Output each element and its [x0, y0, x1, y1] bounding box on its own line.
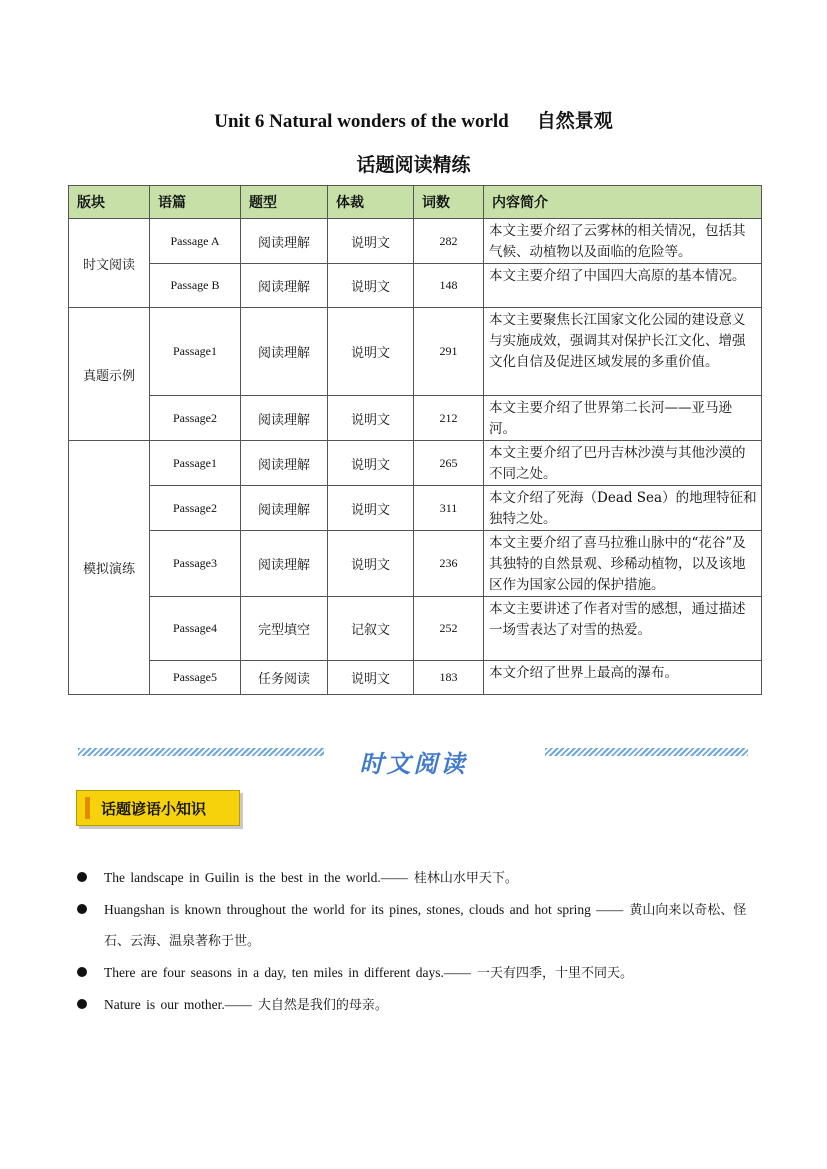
bullet-icon: [77, 872, 87, 882]
bullet-icon: [77, 967, 87, 977]
proverb-english: Huangshan is known throughout the world for its pines, stones, clouds and hot spring ——: [104, 902, 624, 917]
question-type-cell: 任务阅读: [241, 661, 328, 695]
question-type-cell: 阅读理解: [241, 219, 328, 264]
word-count-cell: 291: [414, 308, 484, 396]
table-row: [69, 531, 762, 597]
title-english: Unit 6 Natural wonders of the world: [214, 111, 509, 132]
summary-cell: 本文主要讲述了作者对雪的感想，通过描述一场雪表达了对雪的热爱。: [484, 597, 762, 661]
table-row: [69, 441, 762, 486]
summary-cell: 本文主要介绍了中国四大高原的基本情况。: [484, 264, 762, 308]
reading-summary-table: [68, 185, 762, 695]
proverb-chinese: 桂林山水甲天下。: [407, 871, 518, 886]
genre-cell: 说明文: [328, 441, 414, 486]
section-heading: 时文阅读: [359, 749, 468, 778]
proverb-list: [76, 862, 766, 1021]
table-row: [69, 661, 762, 695]
passage-cell: Passage5: [150, 661, 241, 695]
passage-cell: Passage4: [150, 597, 241, 661]
passage-cell: Passage B: [150, 264, 241, 308]
summary-cell: 本文介绍了死海（Dead Sea）的地理特征和独特之处。: [484, 486, 762, 531]
genre-cell: 说明文: [328, 531, 414, 597]
genre-cell: 说明文: [328, 308, 414, 396]
passage-cell: Passage A: [150, 219, 241, 264]
word-count-cell: 252: [414, 597, 484, 661]
genre-cell: 记叙文: [328, 597, 414, 661]
section-name: 真题示例: [69, 308, 150, 441]
summary-cell: 本文主要聚焦长江国家文化公园的建设意义与实施成效，强调其对保护长江文化、增强文化自信及促进区域发展的多重价值。: [484, 308, 762, 396]
summary-cell: 本文主要介绍了巴丹吉林沙漠与其他沙漠的不同之处。: [484, 441, 762, 486]
genre-cell: 说明文: [328, 219, 414, 264]
passage-cell: Passage2: [150, 396, 241, 441]
column-header: 体裁: [328, 186, 414, 219]
proverb-chinese: 一天有四季，十里不同天。: [470, 966, 634, 981]
question-type-cell: 阅读理解: [241, 486, 328, 531]
column-header: 版块: [69, 186, 150, 219]
page-title: [0, 106, 827, 133]
list-item: [76, 957, 766, 989]
word-count-cell: 183: [414, 661, 484, 695]
word-count-cell: 212: [414, 396, 484, 441]
table-row: [69, 219, 762, 264]
word-count-cell: 236: [414, 531, 484, 597]
passage-cell: Passage3: [150, 531, 241, 597]
column-header: 语篇: [150, 186, 241, 219]
list-item: [76, 862, 766, 894]
proverb-chinese: 大自然是我们的母亲。: [251, 998, 388, 1013]
proverbs-tag: [76, 790, 240, 826]
proverb-english: Nature is our mother.——: [104, 997, 252, 1012]
genre-cell: 说明文: [328, 264, 414, 308]
table-row: [69, 486, 762, 531]
question-type-cell: 阅读理解: [241, 396, 328, 441]
word-count-cell: 148: [414, 264, 484, 308]
list-item: [76, 989, 766, 1021]
proverb-chinese: 黄山向来以奇松、怪石、云海、温泉著称于世。: [104, 903, 747, 949]
table-row: [69, 308, 762, 396]
column-header: 内容简介: [484, 186, 762, 219]
genre-cell: 说明文: [328, 661, 414, 695]
tag-accent-bar: [85, 797, 90, 819]
summary-cell: 本文主要介绍了喜马拉雅山脉中的“花谷”及其独特的自然景观、珍稀动植物，以及该地区作为国家公园的保护措施。: [484, 531, 762, 597]
tag-label: 话题谚语小知识: [101, 800, 207, 818]
bullet-icon: [77, 904, 87, 914]
word-count-cell: 265: [414, 441, 484, 486]
summary-cell: 本文主要介绍了世界第二长河——亚马逊河。: [484, 396, 762, 441]
table-row: [69, 396, 762, 441]
table-row: [69, 597, 762, 661]
section-name: 时文阅读: [69, 219, 150, 308]
title-chinese: 自然景观: [536, 111, 613, 132]
list-item: [76, 894, 766, 957]
bullet-icon: [77, 999, 87, 1009]
section-name: 模拟演练: [69, 441, 150, 695]
genre-cell: 说明文: [328, 486, 414, 531]
genre-cell: 说明文: [328, 396, 414, 441]
summary-cell: 本文主要介绍了云雾林的相关情况，包括其气候、动植物以及面临的危险等。: [484, 219, 762, 264]
proverb-english: The landscape in Guilin is the best in the world.——: [104, 870, 408, 885]
question-type-cell: 阅读理解: [241, 441, 328, 486]
passage-cell: Passage1: [150, 308, 241, 396]
proverb-english: There are four seasons in a day, ten miles in different days.——: [104, 965, 471, 980]
table-header-row: [69, 186, 762, 219]
column-header: 词数: [414, 186, 484, 219]
word-count-cell: 311: [414, 486, 484, 531]
table-row: [69, 264, 762, 308]
word-count-cell: 282: [414, 219, 484, 264]
question-type-cell: 阅读理解: [241, 264, 328, 308]
summary-cell: 本文介绍了世界上最高的瀑布。: [484, 661, 762, 695]
decorative-stripe-right: [545, 748, 748, 756]
column-header: 题型: [241, 186, 328, 219]
question-type-cell: 阅读理解: [241, 308, 328, 396]
page-subtitle: 话题阅读精练: [356, 154, 471, 176]
passage-cell: Passage1: [150, 441, 241, 486]
question-type-cell: 完型填空: [241, 597, 328, 661]
passage-cell: Passage2: [150, 486, 241, 531]
question-type-cell: 阅读理解: [241, 531, 328, 597]
